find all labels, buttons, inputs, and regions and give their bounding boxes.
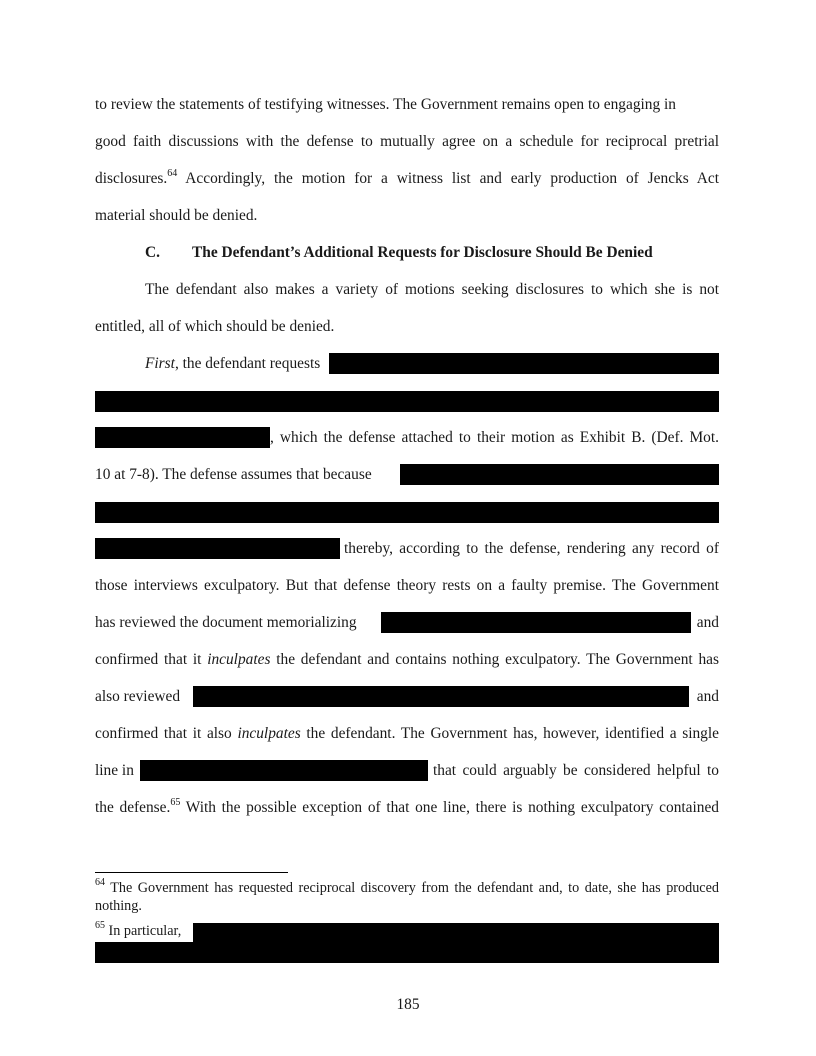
redaction-block	[95, 502, 719, 523]
body-line: thereby, according to the defense, rendering any record of	[344, 540, 719, 557]
footnote-number: 64	[95, 877, 105, 888]
body-line: good faith discussions with the defense to mutually agree on a schedule for reciprocal pretrial	[95, 133, 719, 150]
redaction-block	[95, 391, 719, 412]
body-line: to review the statements of testifying witnesses. The Government remains open to engaging in	[95, 96, 677, 113]
section-heading	[145, 241, 719, 265]
footnote-divider	[95, 872, 288, 873]
section-label: C.	[145, 244, 160, 261]
footnote-ref-65: 65	[170, 797, 181, 808]
footnote-number: 65	[95, 920, 105, 931]
body-line: and	[696, 614, 719, 631]
body-line: and	[696, 688, 719, 705]
redaction-block	[400, 464, 719, 485]
body-line: line in	[95, 762, 134, 779]
redaction-block	[95, 427, 270, 448]
redaction-block	[381, 612, 691, 633]
body-line: disclosures.$^{64}$ Accordingly, the motion for a witness list and early production of Jencks Act	[95, 168, 719, 187]
body-line: also reviewed	[95, 688, 181, 705]
body-line: , which the defense attached to their motion as Exhibit B. (Def. Mot.	[270, 429, 719, 446]
body-line: The defendant also makes a variety of motions seeking disclosures to which she is not	[145, 281, 719, 298]
body-line: First, the defendant requests	[145, 355, 321, 372]
redaction-block	[193, 923, 719, 943]
body-line: has reviewed the document memorializing	[95, 614, 357, 631]
body-line: the defense.$^{65}$ With the possible exception of that one line, there is nothing exculpatory contained	[95, 797, 719, 816]
footnote-65: $^{65}$ In particular,	[95, 920, 182, 939]
body-line: 10 at 7-8). The defense assumes that because	[95, 466, 372, 483]
footnote-ref-64: 64	[167, 168, 178, 179]
redaction-block	[140, 760, 428, 781]
body-line: confirmed that it inculpates the defendant and contains nothing exculpatory. The Government has	[95, 651, 719, 668]
body-line: entitled, all of which should be denied.	[95, 318, 335, 335]
redaction-block	[329, 353, 719, 374]
body-line: that could arguably be considered helpful to	[433, 762, 719, 779]
footnote-64: $^{64}$ The Government has requested reciprocal discovery from the defendant and, to date, she has produced nothing.	[95, 877, 719, 914]
redaction-block	[193, 686, 689, 707]
section-title: The Defendant’s Additional Requests for Disclosure Should Be Denied	[192, 244, 653, 261]
body-line: those interviews exculpatory. But that defense theory rests on a faulty premise. The Government	[95, 577, 719, 594]
redaction-block	[95, 942, 719, 963]
body-line: confirmed that it also inculpates the defendant. The Government has, however, identified a single	[95, 725, 719, 742]
body-line: material should be denied.	[95, 207, 258, 224]
redaction-block	[95, 538, 340, 559]
page-number: 185	[396, 996, 420, 1013]
